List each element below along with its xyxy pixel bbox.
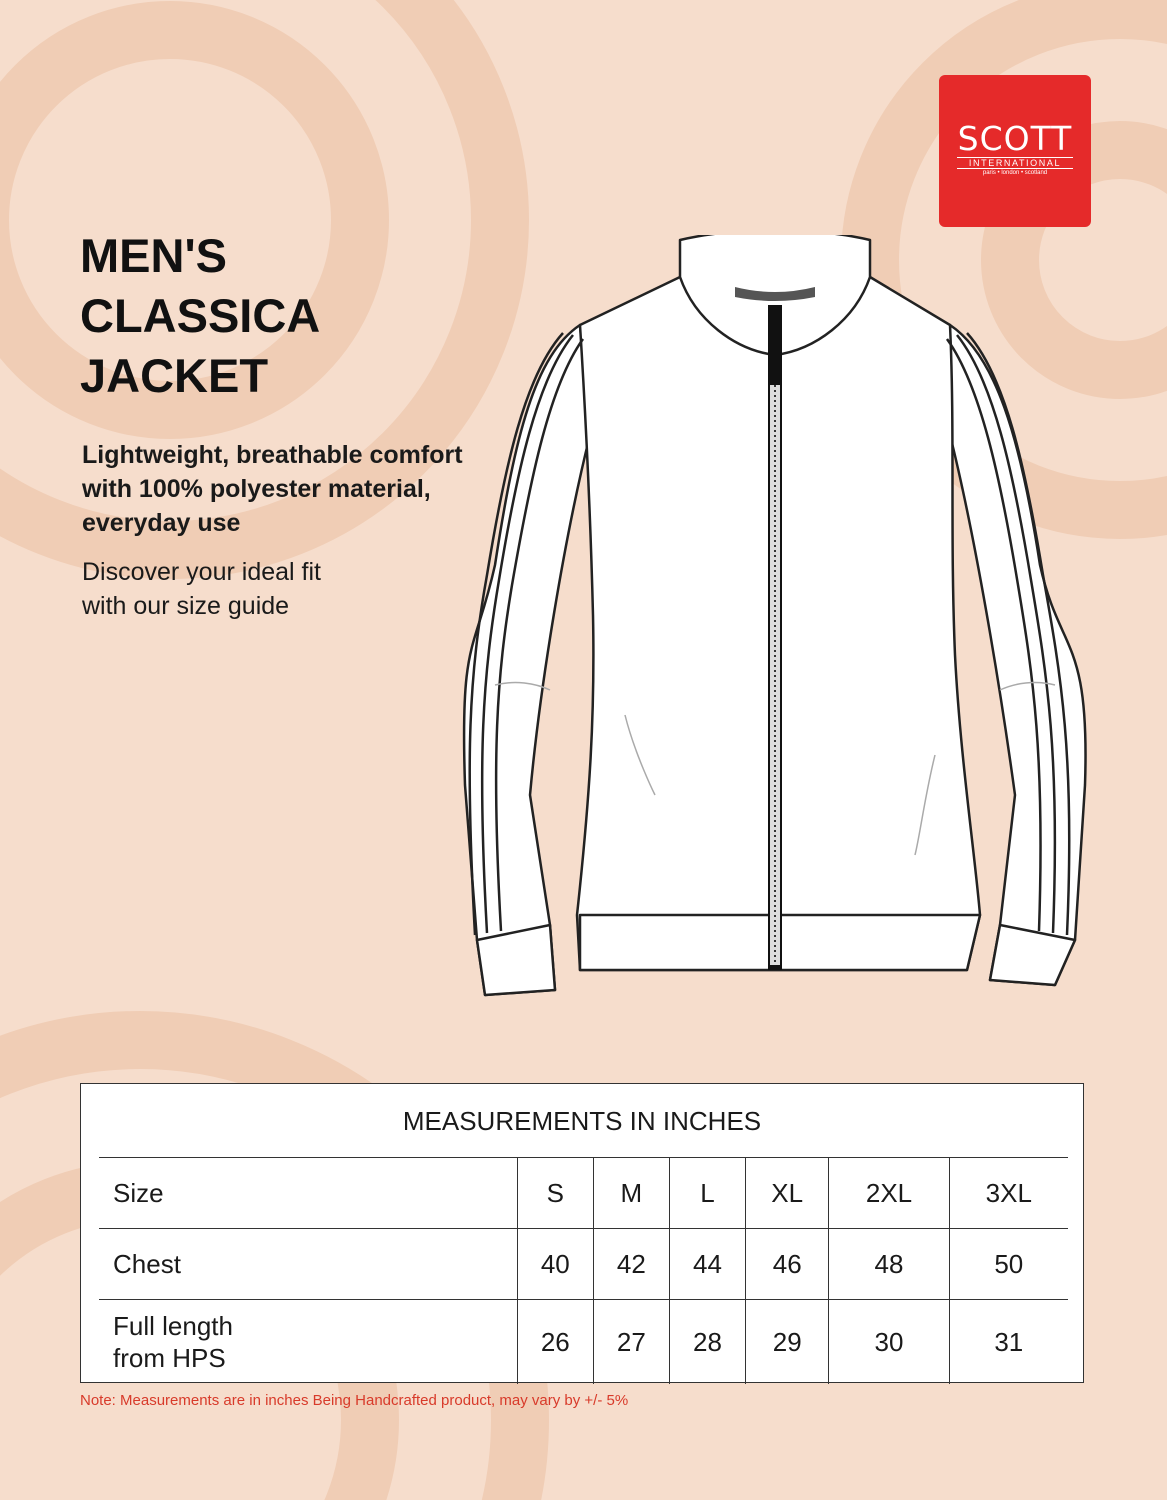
size-cell: 2XL xyxy=(829,1158,949,1229)
value-cell: 44 xyxy=(669,1229,745,1300)
brand-tagline: paris • london • scotland xyxy=(982,170,1048,176)
value-cell: 31 xyxy=(949,1300,1068,1385)
table-row xyxy=(99,1229,1068,1300)
size-cell: L xyxy=(669,1158,745,1229)
row-header-label: Full length from HPS xyxy=(113,1311,233,1373)
size-cell: XL xyxy=(745,1158,828,1229)
brand-logo xyxy=(939,75,1091,227)
size-cell: 3XL xyxy=(949,1158,1068,1229)
size-chart-heading: MEASUREMENTS IN INCHES xyxy=(402,1106,762,1136)
jacket-illustration xyxy=(455,235,1095,1005)
title-line: CLASSICA xyxy=(80,289,321,342)
brand-subtitle: INTERNATIONAL xyxy=(957,157,1073,169)
size-guide-tagline: Discover your ideal fit with our size guide xyxy=(82,558,321,620)
value-cell: 42 xyxy=(593,1229,669,1300)
size-cell: S xyxy=(517,1158,593,1229)
value-cell: 40 xyxy=(517,1229,593,1300)
value-cell: 46 xyxy=(745,1229,828,1300)
value-cell: 26 xyxy=(517,1300,593,1385)
product-description: Lightweight, breathable comfort with 100% polyester material, everyday use xyxy=(82,441,463,537)
value-cell: 30 xyxy=(829,1300,949,1385)
product-title xyxy=(80,226,440,406)
row-header xyxy=(99,1300,517,1385)
table-row xyxy=(99,1158,1068,1229)
title-line: JACKET xyxy=(80,349,269,402)
table-row xyxy=(99,1300,1068,1385)
brand-wordmark: SCOTT xyxy=(957,119,1073,158)
size-table xyxy=(99,1157,1068,1384)
title-line: MEN'S xyxy=(80,229,227,282)
measurement-note: Note: Measurements are in inches Being Handcrafted product, may vary by +/- 5% xyxy=(80,1392,629,1409)
value-cell: 29 xyxy=(745,1300,828,1385)
size-cell: M xyxy=(593,1158,669,1229)
size-chart xyxy=(80,1083,1084,1383)
row-header: Size xyxy=(99,1158,517,1229)
value-cell: 27 xyxy=(593,1300,669,1385)
value-cell: 28 xyxy=(669,1300,745,1385)
value-cell: 50 xyxy=(949,1229,1068,1300)
row-header: Chest xyxy=(99,1229,517,1300)
value-cell: 48 xyxy=(829,1229,949,1300)
